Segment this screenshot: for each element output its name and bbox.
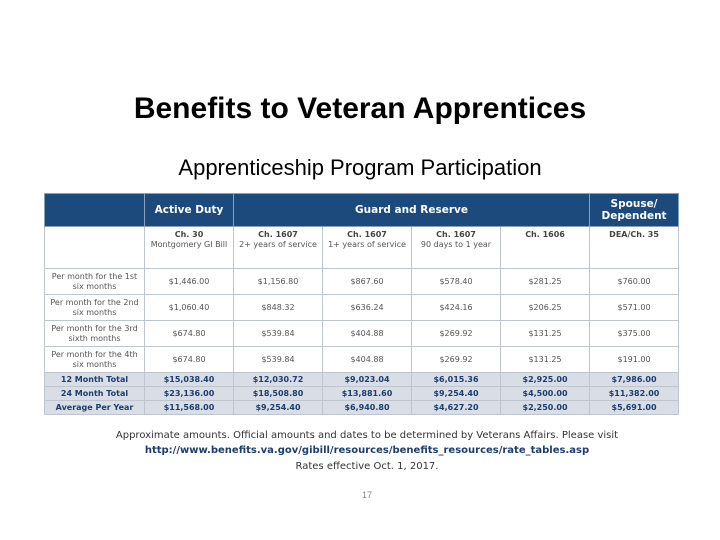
column-header (145, 227, 234, 269)
table-cell: $1,060.40 (145, 295, 234, 321)
column-header (501, 227, 590, 269)
column-name: Ch. 1606 (525, 230, 565, 239)
column-header-row (45, 227, 679, 269)
table-cell: $4,627.20 (412, 401, 501, 415)
table-cell: $206.25 (501, 295, 590, 321)
table-cell: $404.88 (323, 321, 412, 347)
column-desc: 2+ years of service (239, 240, 317, 249)
column-header (412, 227, 501, 269)
benefits-table (44, 193, 679, 415)
table-row (45, 321, 679, 347)
row-label: Per month for the 4th six months (45, 347, 145, 373)
table-cell: $674.80 (145, 321, 234, 347)
row-label: 24 Month Total (45, 387, 145, 401)
slide-title: Benefits to Veteran Apprentices (133, 92, 587, 125)
table-cell: $131.25 (501, 321, 590, 347)
table-cell: $131.25 (501, 347, 590, 373)
table-cell: $674.80 (145, 347, 234, 373)
table-cell: $1,446.00 (145, 269, 234, 295)
table-cell: $15,038.40 (145, 373, 234, 387)
row-label: Per month for the 3rd sixth months (45, 321, 145, 347)
column-desc: Montgomery GI Bill (150, 240, 228, 249)
table-cell: $12,030.72 (234, 373, 323, 387)
rate-tables-link[interactable]: http://www.benefits.va.gov/gibill/resources/benefits_resources/rate_tables.asp (144, 445, 590, 456)
total-row (45, 401, 679, 415)
group-spouse-dependent: Spouse/ Dependent (590, 194, 679, 227)
table-cell: $23,136.00 (145, 387, 234, 401)
table-row (45, 295, 679, 321)
table-cell: $9,254.40 (412, 387, 501, 401)
table-cell: $375.00 (590, 321, 679, 347)
column-name: Ch. 1607 (436, 230, 476, 239)
table-cell: $2,250.00 (501, 401, 590, 415)
table-cell: $18,508.80 (234, 387, 323, 401)
table-cell: $539.84 (234, 321, 323, 347)
table-cell: $6,015.36 (412, 373, 501, 387)
table-cell: $571.00 (590, 295, 679, 321)
row-label: Per month for the 1st six months (45, 269, 145, 295)
table-cell: $2,925.00 (501, 373, 590, 387)
table-cell: $404.88 (323, 347, 412, 373)
table-row (45, 269, 679, 295)
total-row (45, 373, 679, 387)
column-name: Ch. 1607 (258, 230, 298, 239)
column-desc: 1+ years of service (328, 240, 406, 249)
table-cell: $4,500.00 (501, 387, 590, 401)
total-row (45, 387, 679, 401)
table-cell: $9,023.04 (323, 373, 412, 387)
table-cell: $539.84 (234, 347, 323, 373)
column-name: Ch. 30 (174, 230, 204, 239)
group-active-duty: Active Duty (145, 194, 234, 227)
slide-number: 17 (361, 490, 372, 500)
rates-effective: Rates effective Oct. 1, 2017. (295, 461, 439, 472)
column-desc: 90 days to 1 year (420, 240, 492, 249)
table-cell: $578.40 (412, 269, 501, 295)
row-label: 12 Month Total (45, 373, 145, 387)
table-cell: $5,691.00 (590, 401, 679, 415)
table-cell: $7,986.00 (590, 373, 679, 387)
group-guard-reserve: Guard and Reserve (234, 194, 590, 227)
table-cell: $191.00 (590, 347, 679, 373)
table-cell: $9,254.40 (234, 401, 323, 415)
table-cell: $11,382.00 (590, 387, 679, 401)
column-header (234, 227, 323, 269)
table-cell: $11,568.00 (145, 401, 234, 415)
table-cell: $848.32 (234, 295, 323, 321)
column-name: Ch. 1607 (347, 230, 387, 239)
table-cell: $867.60 (323, 269, 412, 295)
column-header (590, 227, 679, 269)
table-cell: $13,881.60 (323, 387, 412, 401)
footer-note: Approximate amounts. Official amounts and dates to be determined by Veterans Affairs. Please visit (115, 430, 619, 441)
column-header (323, 227, 412, 269)
row-label: Average Per Year (45, 401, 145, 415)
slide-subtitle: Apprenticeship Program Participation (178, 155, 542, 180)
table-cell: $269.92 (412, 321, 501, 347)
table-cell: $424.16 (412, 295, 501, 321)
table-cell: $760.00 (590, 269, 679, 295)
row-label: Per month for the 2nd six months (45, 295, 145, 321)
table-cell: $6,940.80 (323, 401, 412, 415)
table-row (45, 347, 679, 373)
table-cell: $269.92 (412, 347, 501, 373)
group-header-row (45, 194, 679, 227)
table-cell: $636.24 (323, 295, 412, 321)
column-name: DEA/Ch. 35 (609, 230, 659, 239)
table-cell: $281.25 (501, 269, 590, 295)
table-cell: $1,156.80 (234, 269, 323, 295)
